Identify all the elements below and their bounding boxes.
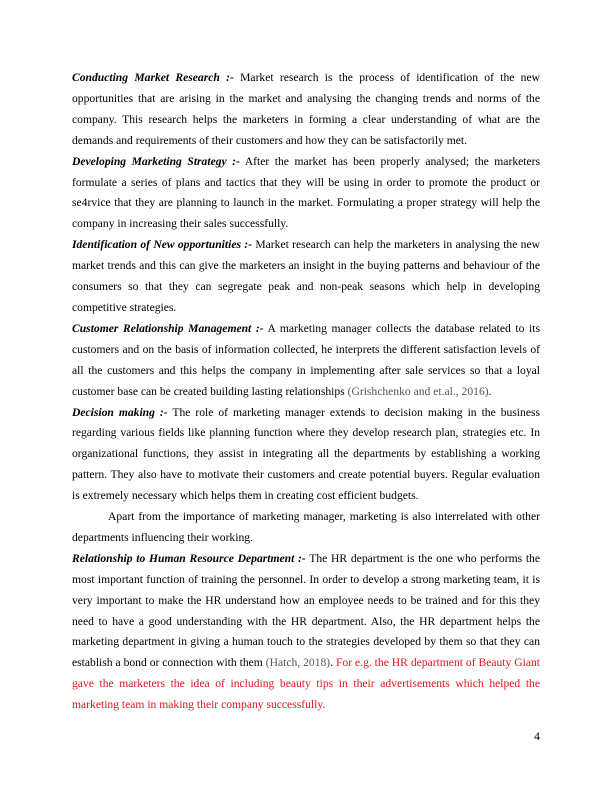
paragraph-hr-relationship [72,549,540,716]
paragraph-interrelation [72,507,540,549]
paragraph-marketing-strategy [72,152,540,236]
heading-market-research: Conducting Market Research :- [72,71,234,84]
body-crm-end: . [488,384,492,398]
citation-crm: (Grishchenko and et.al., 2016) [347,384,489,398]
example-beauty-giant: For e.g. the HR department of Beauty Giant gave the marketers the idea of including beauty tips in their advertisements which helped the marketing team in making their company successfully. [72,656,541,712]
paragraph-decision-making [72,403,540,508]
heading-new-opportunities: Identification of New opportunities :- [72,238,253,252]
paragraph-market-research [72,68,540,152]
body-marketing-strategy: After the market has been properly analysed; the marketers formulate a series of plans and tactics that they will be using in order to promote the product or se4rvice that they are planning to launch in the market. Formulating a proper strategy will help the company in increasing their sales successfully. [72,154,541,231]
heading-hr-relationship: Relationship to Human Resource Department :- [72,551,306,565]
body-crm: A marketing manager collects the database related to its customers and on the basis of information collected, he interprets the different satisfaction levels of all the customers and this helps the company in implementing after sale services so that a loyal customer base can be created building lasting relationships [72,321,540,398]
body-new-opportunities: Market research can help the marketers in analysing the new market trends and this can give the marketers an insight in the buying patterns and behaviour of the consumers so that they can segregate peak and non-peak seasons which help in developing competitive strategies. [72,238,540,314]
heading-decision-making: Decision making :- [72,405,168,419]
page-number: 4 [534,729,540,743]
body-hr-relationship-end: . [330,656,336,670]
citation-hr-relationship: (Hatch, 2018) [265,656,331,670]
body-hr-relationship: The HR department is the one who performs the most important function of training the personnel. In order to develop a strong marketing team, it is very important to make the HR understand how an employee needs to be trained and for this they need to have a good understanding with the HR department. Also, the HR department helps the marketing department in giving a human touch to the strategies developed by them so that they can establish a bond or connection with them [72,551,540,670]
body-market-research: Market research is the process of identification of the new opportunities that are arising in the market and analysing the changing trends and norms of the company. This research helps the marketers in forming a clear understanding of what are the demands and requirements of their customers and how they can be satisfactorily met. [72,71,540,147]
document-page [72,68,540,716]
heading-marketing-strategy: Developing Marketing Strategy :- [72,154,240,168]
paragraph-crm [72,319,540,403]
paragraph-new-opportunities [72,235,540,319]
body-interrelation: Apart from the importance of marketing manager, marketing is also interrelated with other departments influencing their working. [72,510,540,544]
heading-crm: Customer Relationship Management :- [72,321,264,335]
body-decision-making: The role of marketing manager extends to decision making in the business regarding various fields like planning function where they develop research plan, strategies etc. In organizational functions, they assist in integrating all the departments by establishing a working pattern. They also have to motivate their customers and create potential buyers. Regular evaluation is extremely necessary which helps them in creating cost efficient budgets. [72,405,540,503]
